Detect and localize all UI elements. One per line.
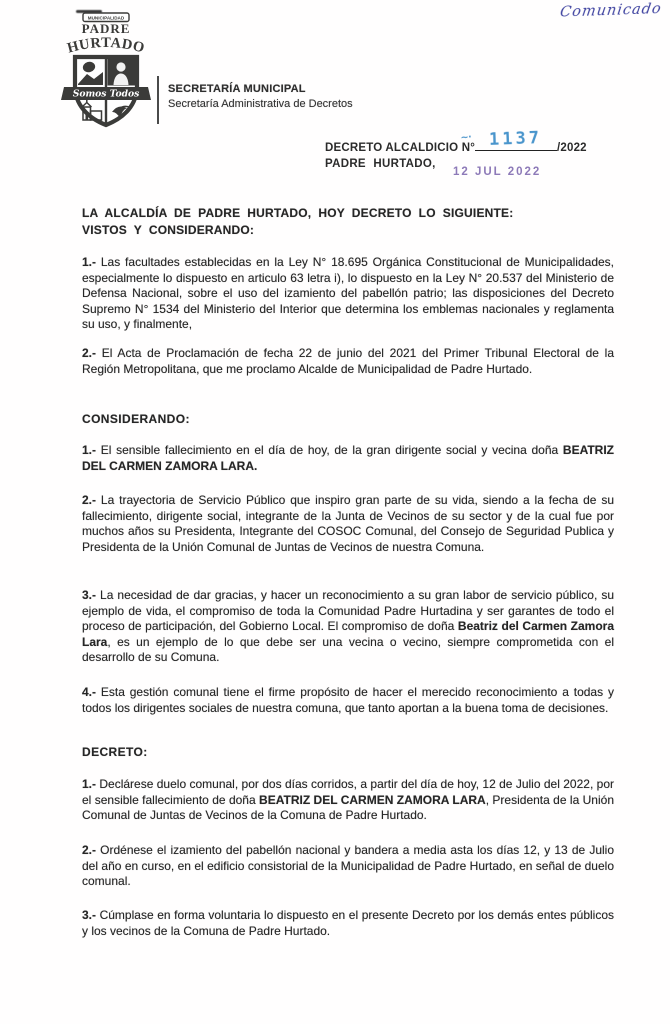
- department-header: [168, 83, 353, 110]
- decree-number-blank: [460, 128, 557, 151]
- decree-header: [325, 128, 625, 178]
- decree-number-stamp: 1137: [488, 128, 543, 150]
- person-name-bold: Beatriz del Carmen Zamora Lara: [82, 619, 614, 649]
- considerando-paragraph-1: 1.- El sensible fallecimiento en el día de hoy, de la gran dirigente social y vecina doña BEATRIZ DEL CARMEN ZAMORA LARA.: [82, 443, 615, 473]
- decree-year-suffix: /2022: [557, 142, 587, 154]
- date-stamp: 12 JUL 2022: [453, 166, 542, 178]
- vistos-paragraph-1: 1.- Las facultades establecidas en la Ley N° 18.695 Orgánica Constitucional de Municipalidades, especialmente lo dispuesto en articulo 63 letra i), lo dispuesto en la Ley N° 20.537 del Ministerio de Defensa Nacional, sobre el uso del izamiento del pabellón patrio; las disposiciones del Decreto Supremo N° 1534 del Ministerio del Interior que determina los emblemas nacionales y reglamenta su uso, y finalmente,: [82, 255, 614, 332]
- decree-label: DECRETO ALCALDICIO N°: [325, 142, 475, 154]
- decreto-paragraph-1: 1.- Declárese duelo comunal, por dos días corridos, a partir del día de hoy, 12 de Julio del 2022, por el sensible fallecimiento de doña BEATRIZ DEL CARMEN ZAMORA LARA, Presidenta de la Unión Comunal de Juntas de Vecinos de la Comuna de Padre Hurtado.: [82, 777, 614, 823]
- opening-line2: VISTOS Y CONSIDERANDO:: [82, 222, 255, 237]
- opening-line1: LA ALCALDÍA DE PADRE HURTADO, HOY DECRETO LO SIGUIENTE:: [82, 206, 514, 220]
- logo-name-line2: HURTADO: [65, 34, 147, 57]
- logo-name-line1: PADRE: [81, 21, 131, 36]
- stamp-mark: ~·: [460, 129, 474, 145]
- padre-hurtado-crest-icon: [58, 8, 154, 132]
- person-name-bold: BEATRIZ DEL CARMEN ZAMORA LARA: [259, 792, 486, 807]
- opening-statement: [82, 205, 614, 238]
- handwritten-note: Comunicado: [559, 1, 664, 21]
- decree-city-line: PADRE HURTADO,: [325, 158, 436, 170]
- header-divider: [157, 76, 159, 124]
- decreto-paragraph-2: 2.- Ordénese el izamiento del pabellón nacional y bandera a media asta los días 12, y 13 de Julio del año en curso, en el edificio consistorial de la Municipalidad de Padre Hurtado, en señal de duelo comunal.: [82, 843, 614, 889]
- municipal-logo: [58, 8, 154, 132]
- department-subtitle: Secretaría Administrativa de Decretos: [168, 98, 353, 110]
- vistos-paragraph-2: 2.- El Acta de Proclamación de fecha 22 de junio del 2021 del Primer Tribunal Electoral de la Región Metropolitana, que me proclamo Alcalde de Municipalidad de Padre Hurtado.: [82, 346, 614, 376]
- considerando-paragraph-4: 4.- Esta gestión comunal tiene el firme propósito de hacer el merecido reconocimiento a todas y todos los dirigentes sociales de nuestra comuna, que tanto aportan a la buena toma de decisiones.: [82, 685, 614, 715]
- logo-motto: Somos Todos: [72, 88, 140, 100]
- considerando-heading: CONSIDERANDO:: [82, 412, 190, 426]
- svg-text:HURTADO: [66, 35, 147, 57]
- considerando-paragraph-3: 3.- La necesidad de dar gracias, y hacer un reconocimiento a su gran labor de servicio público, su ejemplo de vida, el compromiso de toda la Comunidad Padre Hurtadina y ser garantes de todo el proceso de participación, del Gobierno Local. El compromiso de doña Beatriz del Carmen Zamora Lara, es un ejemplo de lo que debe ser una vecina o vecino, siempre comprometida con el desarrollo de su Comuna.: [82, 588, 614, 665]
- decreto-paragraph-3: 3.- Cúmplase en forma voluntaria lo dispuesto en el presente Decreto por los demás entes públicos y los vecinos de la Comuna de Padre Hurtado.: [82, 908, 614, 938]
- logo-banner-text: MUNICIPALIDAD: [87, 15, 125, 21]
- considerando-paragraph-2: 2.- La trayectoria de Servicio Público que inspiro gran parte de su vida, siendo a la fecha de su fallecimiento, dirigente social, integrante de la Junta de Vecinos de su sector y de la cual fue por muchos años su Presidenta, Integrante del COSOC Comunal, del Consejo de Seguridad Publica y Presidenta de la Unión Comunal de Juntas de Vecinos de nuestra Comuna.: [82, 493, 614, 554]
- person-name-bold: BEATRIZ DEL CARMEN ZAMORA LARA.: [82, 443, 615, 473]
- decreto-heading: DECRETO:: [82, 745, 148, 759]
- decree-number-line: [325, 128, 625, 154]
- department-title: SECRETARÍA MUNICIPAL: [168, 83, 306, 95]
